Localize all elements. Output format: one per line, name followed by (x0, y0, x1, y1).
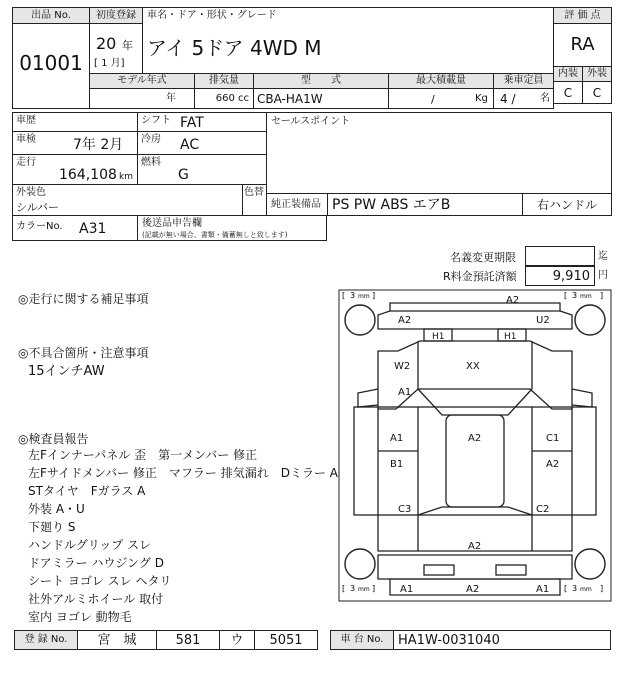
mark-front-bumper-left: A2 (398, 315, 412, 326)
mark-headlight-left: H1 (432, 332, 445, 342)
first-reg-label-cell (89, 7, 143, 24)
corner-label-bl-close: ] (372, 584, 376, 593)
fuel-label: 燃料 (141, 157, 161, 168)
mark-left-fender: W2 (394, 361, 411, 372)
docs-cell (137, 215, 327, 241)
exterior-color-value: シルバー (16, 201, 59, 214)
corner-label-bl: [ (342, 584, 346, 593)
wheel-rear-right (575, 549, 605, 579)
max-load-unit: Kg (475, 93, 488, 104)
mark-rear-bumper-right: A1 (536, 584, 550, 595)
rear-window (418, 507, 532, 515)
mark-left-rear-door: B1 (390, 459, 404, 470)
inspector-line: ハンドルグリップ スレ (28, 538, 152, 552)
max-load-value: / (431, 93, 435, 106)
max-load-cell (388, 88, 494, 109)
mark-right-front-door: C1 (546, 433, 560, 444)
wheel-front-left (345, 305, 375, 335)
taillight-right (496, 565, 526, 575)
mirror-right (572, 389, 592, 407)
inspector-line: ドアミラー ハウジング D (28, 556, 164, 570)
first-reg-month: [ 1 月] (94, 58, 125, 69)
registration-region-cell (77, 630, 157, 650)
model-year-cell (89, 88, 195, 109)
inspector-line: 外装 A・U (28, 502, 85, 516)
equipment-cell (327, 193, 523, 216)
equipment-value: PS PW ABS エアB (332, 197, 451, 213)
inspection-value: 7年 2月 (73, 137, 124, 153)
model-year-label-cell (89, 73, 195, 89)
driving-notes-title: ◎走行に関する補足事項 (18, 292, 149, 306)
windshield (418, 389, 532, 415)
inspector-line: 左Fサイドメンバー 修正 マフラー 排気漏れ Dミラー A (28, 466, 338, 480)
corner-label-tr: [ (564, 291, 568, 300)
chassis-value-cell (393, 630, 611, 650)
inspection-label: 車検 (16, 134, 36, 145)
chassis-label: 車 台 No. (340, 634, 384, 645)
corner-label-tr-value: 3 (572, 291, 578, 300)
registration-label-cell (14, 630, 78, 650)
name-change-label: 名義変更期限 (450, 251, 516, 264)
registration-kana-cell (219, 630, 255, 650)
name-change-cell (525, 246, 595, 266)
lot-label: 出品 No. (31, 10, 71, 21)
inspector-line: シート ヨゴレ スレ ヘタリ (28, 574, 172, 588)
exterior-color-label: 外装色 (16, 187, 46, 198)
capacity-value: 4 / (500, 92, 516, 106)
registration-region: 宮 城 (97, 633, 137, 648)
wheel-rear-left (345, 549, 375, 579)
first-reg-year: 20 (96, 34, 117, 53)
exterior-grade-cell (582, 81, 612, 104)
ac-cell (137, 131, 267, 155)
chassis-label-cell (330, 630, 394, 650)
inspector-line: 社外アルミホイール 取付 (28, 592, 164, 606)
model-year-label: モデル年式 (117, 75, 167, 86)
capacity-cell (493, 88, 554, 109)
registration-number-cell (254, 630, 318, 650)
fuel-value: G (178, 167, 189, 183)
corner-label-tr-unit: mm (580, 293, 592, 300)
color-change-cell (242, 184, 267, 216)
corner-label-tr-close: ] (600, 291, 604, 300)
interior-label-cell (553, 66, 583, 82)
corner-label-bl-value: 3 (350, 584, 356, 593)
fuel-cell (137, 154, 267, 185)
docs-label: 後送品申告欄 (142, 218, 202, 229)
capacity-label: 乗車定員 (503, 75, 544, 86)
corner-label-bl-unit: mm (358, 586, 370, 593)
shift-value: FAT (180, 115, 204, 131)
mileage-unit: km (119, 172, 133, 182)
displacement-label: 排気量 (209, 75, 239, 86)
name-change-unit: 迄 (598, 251, 608, 262)
corner-label-tl-unit: mm (358, 293, 370, 300)
mark-roof: A2 (468, 433, 482, 444)
car-name-label: 車名・ドア・形状・グレード (147, 10, 277, 21)
corner-label-tl-value: 3 (350, 291, 356, 300)
taillight-left (424, 565, 454, 575)
equipment-label: 純正装備品 (271, 199, 321, 210)
color-no-value: A31 (79, 221, 107, 237)
inspector-line: STタイヤ Fガラス A (28, 484, 146, 498)
corner-label-br-unit: mm (580, 586, 592, 593)
ac-label: 冷房 (141, 134, 161, 145)
color-no-label: カラーNo. (16, 221, 63, 232)
mark-front-bumper-top: A2 (506, 295, 520, 306)
hood-area (378, 341, 572, 409)
first-reg-cell (89, 23, 143, 74)
registration-number: 5051 (269, 633, 303, 648)
grade-cell (553, 23, 612, 67)
displacement-value: 660 cc (215, 93, 249, 104)
ac-value: AC (180, 137, 200, 153)
lot-number-cell (12, 23, 90, 109)
mark-left-fender-low: A1 (398, 387, 412, 398)
grade-label-cell (553, 7, 612, 24)
color-change-label: 色替 (244, 187, 264, 198)
mirror-left (358, 389, 378, 407)
inspector-line: 下廻り S (28, 520, 76, 534)
steering-value: 右ハンドル (536, 198, 597, 212)
interior-grade: C (563, 86, 573, 100)
mileage-label: 走行 (16, 157, 36, 168)
registration-kana: ウ (230, 633, 244, 648)
damage-marks (390, 295, 559, 595)
equipment-label-cell (266, 193, 328, 216)
registration-label: 登 録 No. (24, 634, 68, 645)
mark-right-rear-door: A2 (546, 459, 560, 470)
corner-label-tl-close: ] (372, 291, 376, 300)
car-name: アイ 5ドア 4WD M (147, 36, 322, 60)
inspection-cell (12, 131, 138, 155)
registration-class-cell (156, 630, 220, 650)
recycle-unit: 円 (598, 270, 608, 281)
interior-label: 内装 (558, 68, 578, 79)
chassis-value: HA1W-0031040 (398, 633, 500, 648)
history-cell (12, 112, 138, 132)
lot-number: 01001 (19, 51, 83, 75)
model-year-unit: 年 (166, 93, 176, 104)
displacement-label-cell (194, 73, 254, 89)
recycle-cell (525, 266, 595, 286)
first-reg-label: 初度登録 (96, 10, 136, 21)
car-name-cell (142, 7, 554, 74)
sales-points-cell (266, 112, 612, 194)
recycle-label: R料金預託済額 (443, 270, 517, 283)
inspector-line: 室内 ヨゴレ 動物毛 (28, 610, 132, 624)
mileage-value: 164,108 (59, 167, 117, 183)
capacity-unit: 名 (540, 93, 550, 104)
defects-title: ◎不具合箇所・注意事項 (18, 346, 149, 360)
mark-rear-gate: A2 (468, 541, 482, 552)
mark-right-quarter: C2 (536, 504, 550, 515)
mileage-cell (12, 154, 138, 185)
exterior-label: 外装 (587, 68, 607, 79)
mark-hood: XX (466, 361, 480, 372)
registration-class: 581 (175, 633, 201, 648)
roof (446, 415, 504, 507)
first-reg-year-unit: 年 (122, 39, 133, 52)
lot-label-cell (12, 7, 90, 24)
grade-label: 評 価 点 (564, 10, 601, 21)
displacement-cell (194, 88, 254, 109)
shift-cell (137, 112, 267, 132)
car-damage-diagram (338, 289, 612, 602)
diagram-frame (339, 290, 611, 601)
mark-front-bumper-right: U2 (536, 315, 550, 326)
docs-note: (記載が無い場合、書類・備蓄無しと致します) (142, 231, 288, 239)
mark-left-front-door: A1 (390, 433, 404, 444)
max-load-label: 最大積載量 (416, 75, 466, 86)
exterior-color-cell (12, 184, 243, 216)
defects-line: 15インチAW (28, 364, 105, 379)
sales-points-label: セールスポイント (271, 116, 351, 127)
model-type-value: CBA-HA1W (257, 92, 323, 106)
corner-label-tl: [ (342, 291, 346, 300)
steering-cell (522, 193, 612, 216)
shift-label: シフト (141, 115, 171, 126)
mark-rear-bumper-mid: A2 (466, 584, 480, 595)
exterior-grade: C (592, 86, 602, 100)
mark-rear-bumper-left: A1 (400, 584, 414, 595)
front-bumper-top (390, 303, 560, 311)
model-type-label: 型 式 (301, 75, 341, 86)
max-load-label-cell (388, 73, 494, 89)
model-type-cell (253, 88, 389, 109)
inspector-line: 左Fインナーパネル 歪 第一メンバー 修正 (28, 448, 258, 462)
capacity-label-cell (493, 73, 554, 89)
mark-headlight-right: H1 (504, 332, 517, 342)
model-type-label-cell (253, 73, 389, 89)
history-label: 車歴 (16, 115, 36, 126)
interior-grade-cell (553, 81, 583, 104)
wheel-front-right (575, 305, 605, 335)
color-no-cell (12, 215, 138, 241)
corner-label-br-close: ] (600, 584, 604, 593)
inspector-title: ◎検査員報告 (18, 432, 89, 446)
recycle-value: 9,910 (552, 269, 590, 284)
corner-label-br-value: 3 (572, 584, 578, 593)
mark-left-quarter: C3 (398, 504, 412, 515)
rear-bumper (378, 555, 572, 579)
grade-value: RA (570, 34, 595, 55)
corner-label-br: [ (564, 584, 568, 593)
exterior-label-cell (582, 66, 612, 82)
